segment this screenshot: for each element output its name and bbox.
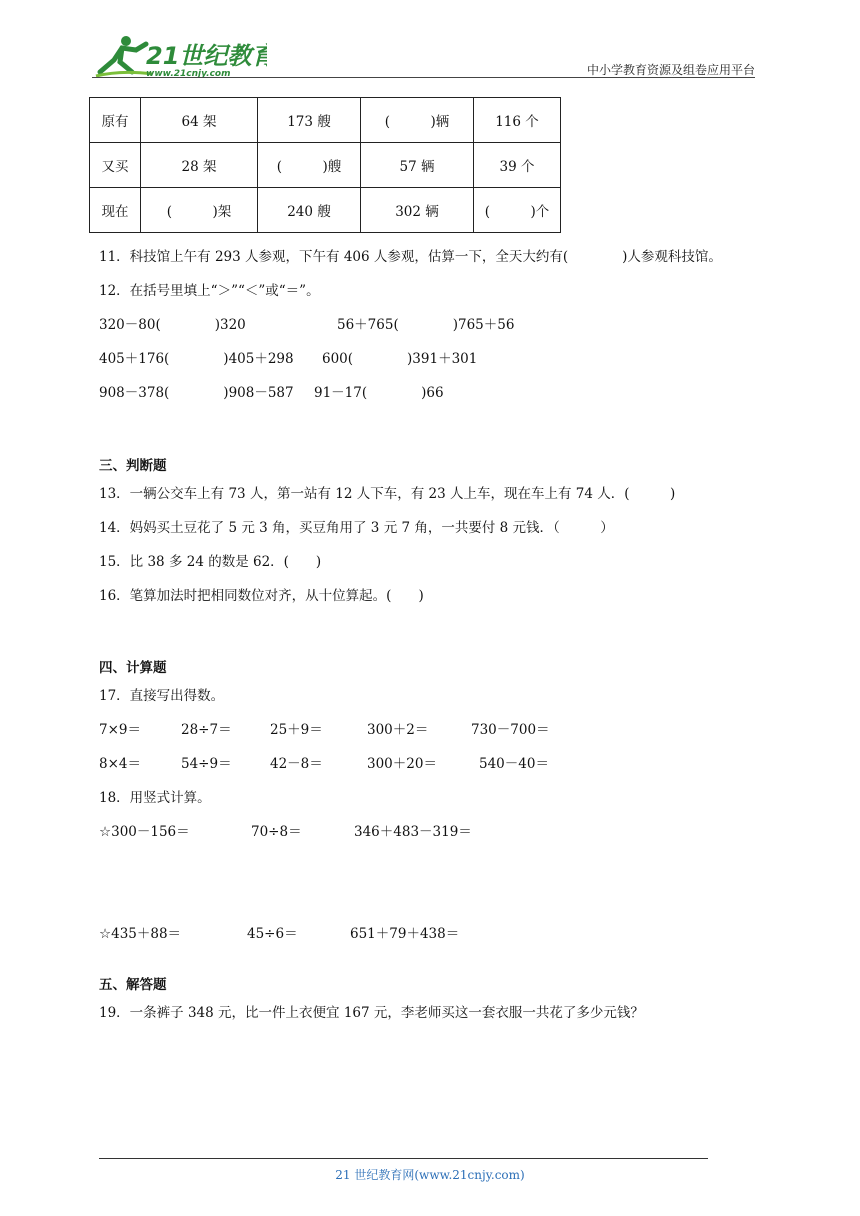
question-13: 13．一辆公交车上有 73 人，第一站有 12 人下车，有 23 人上车，现在车上有 74 人．( ) (99, 486, 676, 502)
table-row (90, 98, 561, 143)
footer-link[interactable]: 21 世纪教育网(www.21cnjy.com) (335, 1168, 525, 1182)
calc-item: 300＋2＝ (367, 722, 429, 738)
calc-item: 730－700＝ (471, 722, 550, 738)
vertical-calc-item: 346＋483－319＝ (354, 824, 472, 840)
quantity-table (89, 97, 561, 233)
table-cell: 57 辆 (361, 143, 474, 188)
table-cell: ( )艘 (258, 143, 361, 188)
table-cell: 39 个 (474, 143, 561, 188)
vertical-calc-item: ☆435＋88＝ (99, 926, 182, 942)
calc-item: 540－40＝ (479, 756, 549, 772)
compare-item: 908－378( )908－587 (99, 385, 294, 401)
vertical-calc-item: ☆300－156＝ (99, 824, 190, 840)
calc-item: 28÷7＝ (181, 722, 232, 738)
question-17-title: 17．直接写出得数。 (99, 688, 225, 704)
row-label: 现在 (90, 188, 141, 233)
question-14: 14．妈妈买土豆花了 5 元 3 角，买豆角用了 3 元 7 角，一共要付 8 元钱．（ ） (99, 520, 614, 536)
table-cell: 116 个 (474, 98, 561, 143)
vertical-calc-item: 651＋79＋438＝ (350, 926, 460, 942)
compare-item: 91－17( )66 (314, 385, 444, 401)
section-title: 三、判断题 (99, 458, 167, 474)
question-12-title: 12．在括号里填上“＞”“＜”或“＝”。 (99, 283, 320, 299)
table-row (90, 188, 561, 233)
row-label: 原有 (90, 98, 141, 143)
table-cell: ( )辆 (361, 98, 474, 143)
calc-item: 8×4＝ (99, 756, 141, 772)
header-divider (92, 77, 755, 78)
compare-item: 320－80( )320 (99, 317, 246, 333)
compare-item: 600( )391＋301 (322, 351, 478, 367)
question-16: 16．笔算加法时把相同数位对齐，从十位算起。( ) (99, 588, 424, 604)
logo (92, 34, 267, 80)
calc-item: 300＋20＝ (367, 756, 437, 772)
runner-logo-icon (92, 34, 267, 80)
calc-item: 54÷9＝ (181, 756, 232, 772)
table-cell: 173 艘 (258, 98, 361, 143)
question-18-title: 18．用竖式计算。 (99, 790, 211, 806)
compare-item: 405＋176( )405＋298 (99, 351, 294, 367)
table-cell: 28 架 (141, 143, 258, 188)
vertical-calc-item: 45÷6＝ (247, 926, 298, 942)
calc-item: 42－8＝ (270, 756, 323, 772)
calc-item: 7×9＝ (99, 722, 141, 738)
table-cell: 302 辆 (361, 188, 474, 233)
compare-item: 56＋765( )765＋56 (337, 317, 515, 333)
logo-text: 21世纪教育 (146, 42, 267, 70)
table-row (90, 143, 561, 188)
logo-url: www.21cnjy.com (146, 69, 231, 79)
table-cell: 240 艘 (258, 188, 361, 233)
question-19: 19．一条裤子 348 元，比一件上衣便宜 167 元，李老师买这一套衣服一共花了多少元钱？ (99, 1005, 644, 1021)
vertical-calc-item: 70÷8＝ (251, 824, 302, 840)
section-title: 四、计算题 (99, 660, 167, 676)
question-11: 11．科技馆上午有 293 人参观，下午有 406 人参观，估算一下，全天大约有( )人参观科技馆。 (99, 249, 722, 265)
footer-divider (99, 1158, 708, 1159)
table-cell: 64 架 (141, 98, 258, 143)
table-cell: ( )架 (141, 188, 258, 233)
section-title: 五、解答题 (99, 977, 167, 993)
question-15: 15．比 38 多 24 的数是 62．( ) (99, 554, 322, 570)
calc-item: 25＋9＝ (270, 722, 323, 738)
table-cell: ( )个 (474, 188, 561, 233)
row-label: 又买 (90, 143, 141, 188)
platform-name: 中小学教育资源及组卷应用平台 (586, 63, 755, 77)
